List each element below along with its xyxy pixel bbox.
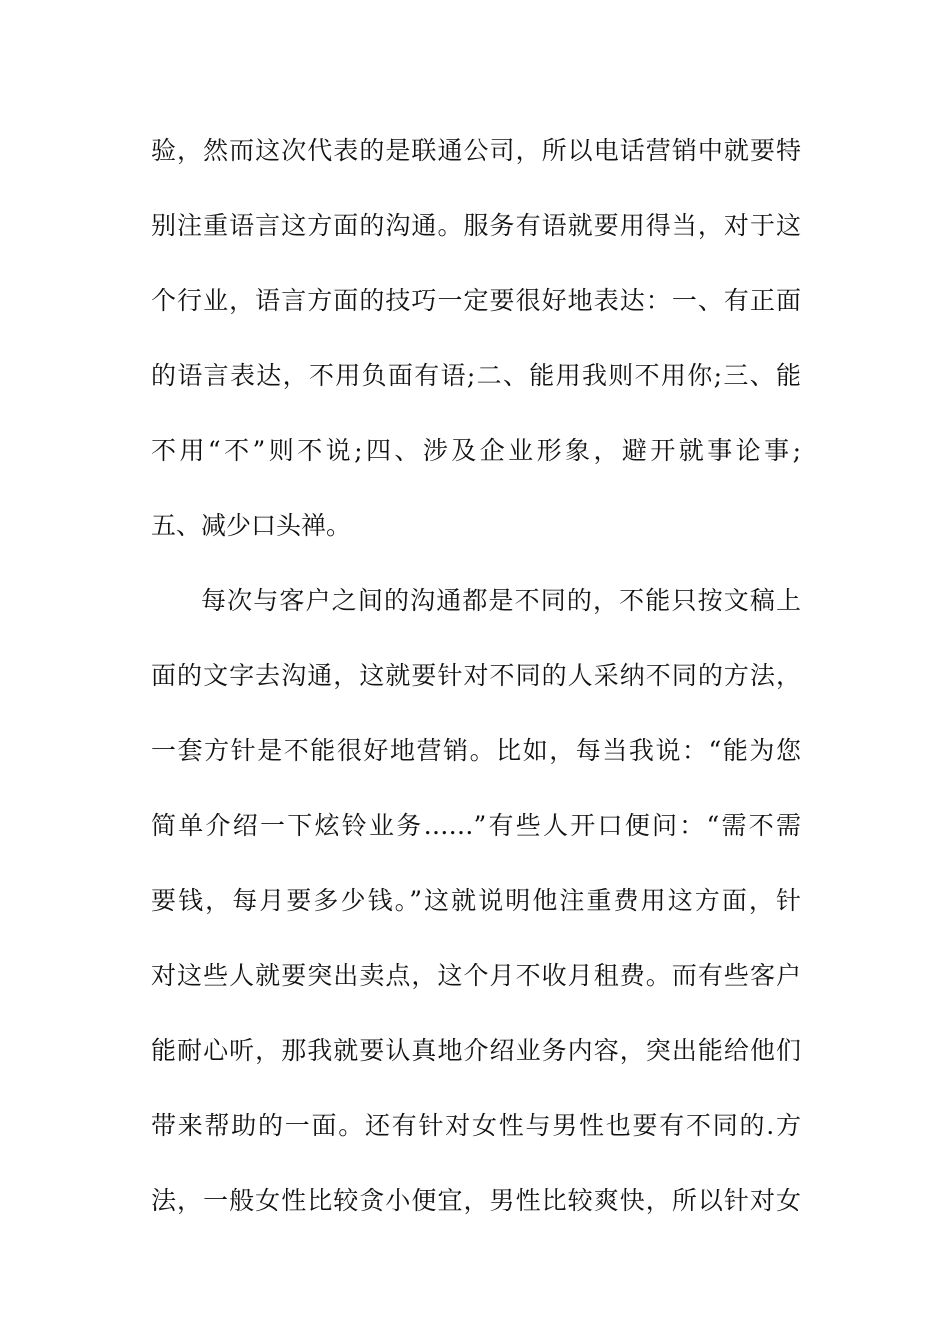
text-line: 个行业，语言方面的技巧一定要很好地表达：一、有正面 <box>151 286 801 315</box>
text-line: 不用“不”则不说;四、涉及企业形象，避开就事论事; <box>151 436 801 465</box>
paragraph-first-line: 每次与客户之间的沟通都是不同的，不能只按文稿上 <box>201 586 801 615</box>
text-line: 验，然而这次代表的是联通公司，所以电话营销中就要特 <box>151 136 801 165</box>
body-text <box>151 128 801 1253</box>
paragraph-end-line: 五、减少口头禅。 <box>151 511 352 540</box>
text-line: 的语言表达，不用负面有语;二、能用我则不用你;三、能 <box>151 361 801 390</box>
text-line: 带来帮助的一面。还有针对女性与男性也要有不同的.方 <box>151 1111 801 1140</box>
text-line: 一套方针是不能很好地营销。比如，每当我说：“能为您 <box>151 736 801 765</box>
text-line: 简单介绍一下炫铃业务……”有些人开口便问：“需不需 <box>151 811 801 840</box>
text-line: 别注重语言这方面的沟通。服务有语就要用得当，对于这 <box>151 211 801 240</box>
text-line: 能耐心听，那我就要认真地介绍业务内容，突出能给他们 <box>151 1036 801 1065</box>
text-line: 法，一般女性比较贪小便宜，男性比较爽快，所以针对女 <box>151 1186 801 1215</box>
text-line: 对这些人就要突出卖点，这个月不收月租费。而有些客户 <box>151 961 801 990</box>
text-line: 要钱，每月要多少钱。”这就说明他注重费用这方面，针 <box>151 886 801 915</box>
text-line: 面的文字去沟通，这就要针对不同的人采纳不同的方法， <box>151 661 801 690</box>
